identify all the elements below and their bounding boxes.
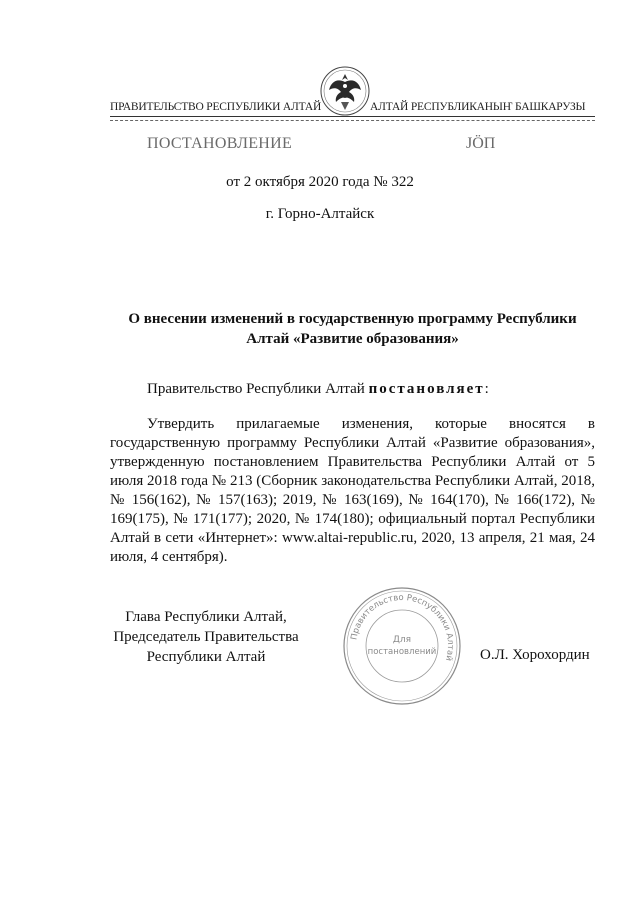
official-stamp [340, 584, 464, 708]
stamp-outer-text: Правительство Республики Алтай [349, 592, 456, 663]
preamble-verb: постановляет [368, 381, 485, 397]
preamble-end: : [484, 381, 489, 397]
doc-type-altai: ЈӦП [466, 135, 496, 152]
document-city: г. Горно-Алтайск [265, 206, 375, 222]
signatory-name: О.Л. Хорохордин [480, 647, 590, 663]
document-date-number: от 2 октября 2020 года № 322 [226, 174, 414, 190]
document-title [110, 309, 595, 349]
document-title-line1: О внесении изменений в государственную программу Республики [128, 311, 577, 327]
stamp-inner-line2: постановлений [367, 647, 437, 657]
document-title-line2: Алтай «Развитие образования» [246, 331, 459, 347]
header-org-russian: ПРАВИТЕЛЬСТВО РЕСПУБЛИКИ АЛТАЙ [110, 101, 322, 113]
stamp-inner-line1: Для [392, 635, 412, 645]
header-org-altai: АЛТАЙ РЕСПУБЛИКАНЫҤ БАШКАРУЗЫ [370, 101, 586, 113]
header-rule-secondary [110, 120, 595, 121]
body-paragraph: Утвердить прилагаемые изменения, которые вносятся в государственную программу Республики Алтай «Развитие образования», утвержденную постановлением Правительства Республики Алтай от 5 июля 2018 года № 213 (Сборник законодательства Республики Алтай, 2018, № 156(162), № 157(163); 2019, № 163(169), № 164(170), № 166(172), № 169(175), № 171(177); 2020, № 174(180); официальный портал Республики Алтай в сети «Интернет»: www.altai-republic.ru, 2020, 13 апреля, 21 мая, 24 июля, 4 сентября). [110, 416, 595, 565]
doc-type-russian: ПОСТАНОВЛЕНИЕ [147, 135, 293, 152]
signatory-title-line3: Республики Алтай [146, 649, 266, 665]
header-rule [110, 116, 595, 117]
preamble-subject: Правительство Республики Алтай [147, 381, 365, 397]
signatory-title-line1: Глава Республики Алтай, [125, 609, 287, 625]
preamble [147, 381, 489, 398]
signatory-title-line2: Председатель Правительства [113, 629, 299, 645]
signatory-title [106, 607, 306, 667]
